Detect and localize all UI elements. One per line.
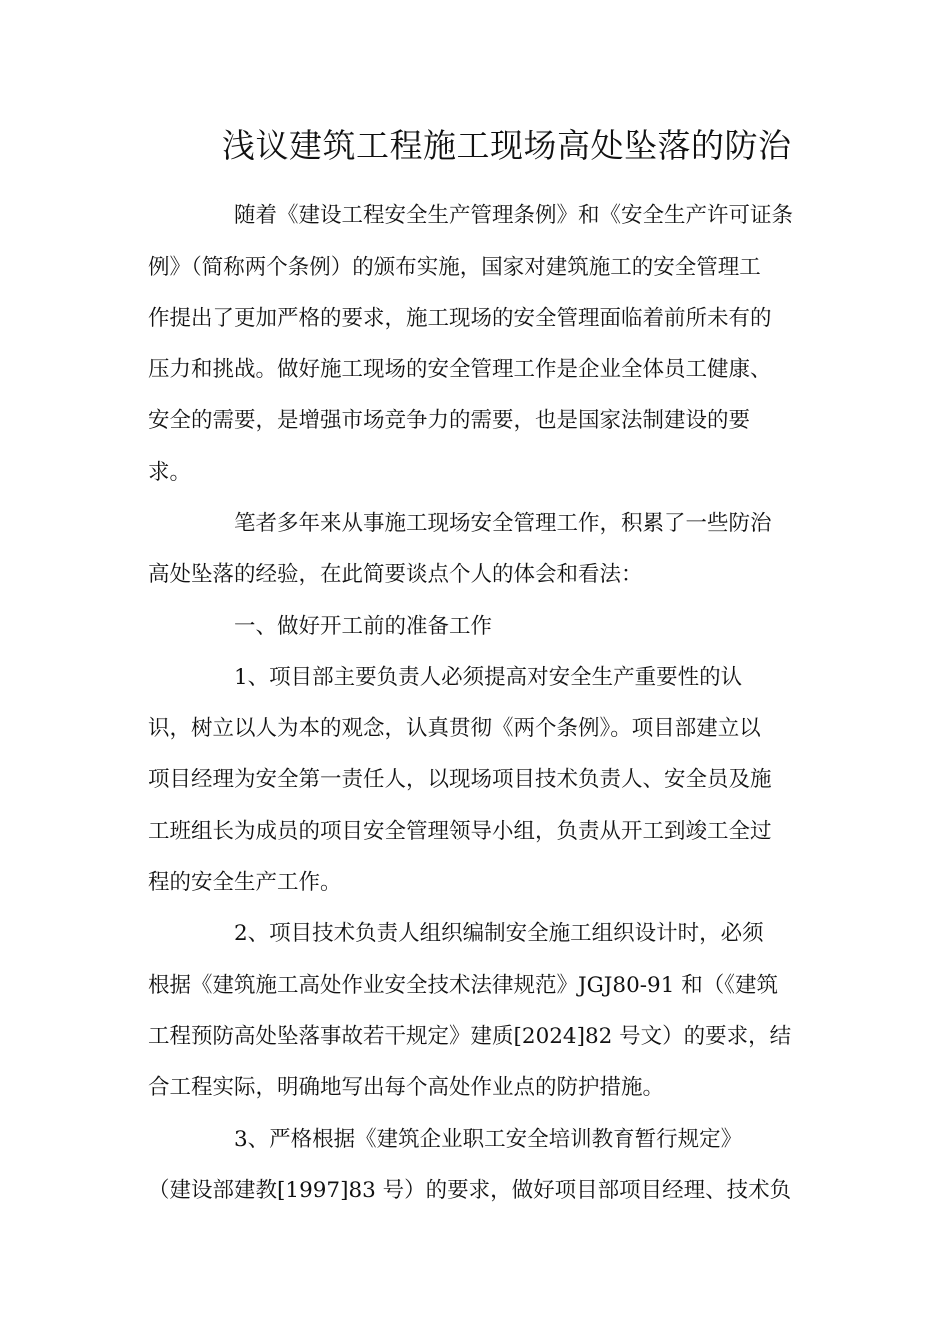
paragraph-line: （建设部建教[1997]83 号）的要求，做好项目部项目经理、技术负 xyxy=(148,1178,792,1203)
paragraph-line: 合工程实际，明确地写出每个高处作业点的防护措施。 xyxy=(148,1075,665,1100)
paragraph-line: 笔者多年来从事施工现场安全管理工作，积累了一些防治 xyxy=(234,511,772,536)
paragraph-line: 求。 xyxy=(148,460,192,485)
paragraph-line: 程的安全生产工作。 xyxy=(148,870,342,895)
paragraph-line: 高处坠落的经验，在此简要谈点个人的体会和看法： xyxy=(148,562,643,587)
paragraph-line: 根据《建筑施工高处作业安全技术法律规范》JGJ80-91 和（《建筑 xyxy=(148,973,778,998)
paragraph-line: 随着《建设工程安全生产管理条例》和《安全生产许可证条 xyxy=(234,203,794,228)
paragraph-line: 工程预防高处坠落事故若干规定》建质[2024]82 号文）的要求，结 xyxy=(148,1024,792,1049)
paragraph-line: 3、严格根据《建筑企业职工安全培训教育暂行规定》 xyxy=(234,1127,743,1152)
paragraph-line: 识，树立以人为本的观念，认真贯彻《两个条例》。项目部建立以 xyxy=(148,716,761,741)
paragraph-line: 压力和挑战。做好施工现场的安全管理工作是企业全体员工健康、 xyxy=(148,357,772,382)
paragraph-line: 项目经理为安全第一责任人，以现场项目技术负责人、安全员及施 xyxy=(148,767,772,792)
section-heading: 一、做好开工前的准备工作 xyxy=(234,614,493,639)
document-title: 浅议建筑工程施工现场高处坠落的防治 xyxy=(222,126,792,165)
paragraph-line: 安全的需要，是增强市场竞争力的需要，也是国家法制建设的要 xyxy=(148,408,751,433)
paragraph-line: 工班组长为成员的项目安全管理领导小组，负责从开工到竣工全过 xyxy=(148,819,772,844)
paragraph-line: 2、项目技术负责人组织编制安全施工组织设计时，必须 xyxy=(234,921,764,946)
paragraph-line: 例》（简称两个条例）的颁布实施，国家对建筑施工的安全管理工 xyxy=(148,255,761,280)
paragraph-line: 作提出了更加严格的要求，施工现场的安全管理面临着前所未有的 xyxy=(148,306,772,331)
paragraph-line: 1、项目部主要负责人必须提高对安全生产重要性的认 xyxy=(234,665,743,690)
